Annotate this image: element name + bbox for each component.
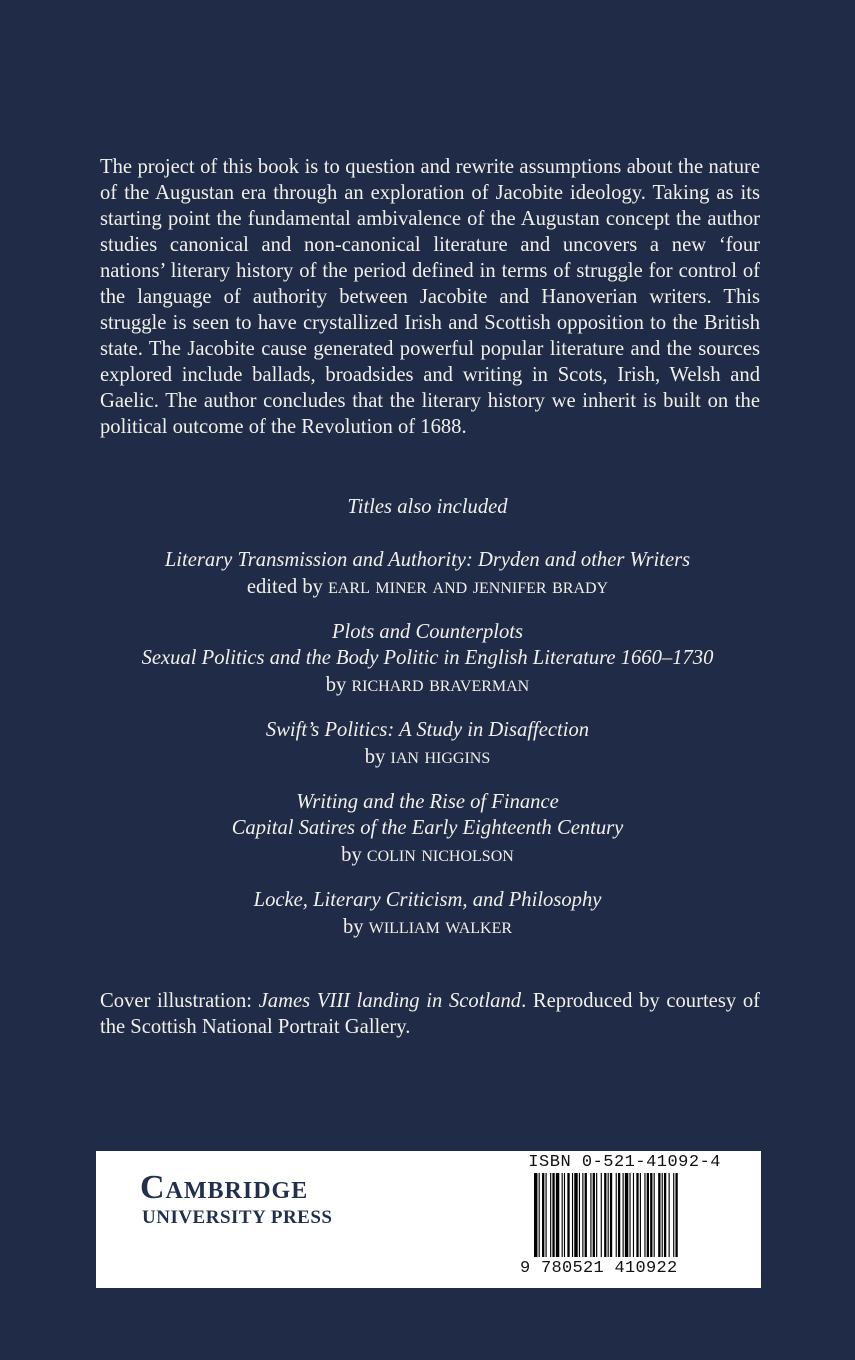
title-credit-line (0, 573, 855, 600)
title-entry (0, 887, 855, 940)
publisher-barcode-panel (96, 1151, 761, 1288)
credit-names: william walker (368, 913, 513, 938)
title-credit-line (0, 841, 855, 868)
title-line: Writing and the Rise of Finance (296, 791, 559, 813)
credit-names: colin nicholson (366, 841, 514, 866)
cover-credit-suffix: . Reproduced by courtesy of the Scottish National Portrait Gallery. (100, 990, 760, 1038)
cover-credit-prefix: Cover illustration: (100, 990, 259, 1012)
title-entry (0, 717, 855, 770)
credit-prefix: edited by (246, 576, 323, 598)
title-credit-line (0, 913, 855, 940)
cover-credit (100, 988, 760, 1040)
title-entry (0, 619, 855, 698)
title-entry (0, 789, 855, 868)
title-line: Capital Satires of the Early Eighteenth Century (231, 817, 624, 839)
title-line: Locke, Literary Criticism, and Philosophy (253, 889, 602, 911)
publisher-subtitle: UNIVERSITY PRESS (142, 1207, 333, 1228)
barcode-icon (534, 1173, 726, 1269)
title-line: Plots and Counterplots (331, 621, 524, 643)
publisher-logo (140, 1169, 333, 1229)
credit-prefix: by (342, 916, 364, 938)
title-line: Literary Transmission and Authority: Dryden and other Writers (164, 549, 691, 571)
credit-prefix: by (364, 746, 386, 768)
credit-names: ian higgins (390, 743, 491, 768)
titles-heading: Titles also included (347, 496, 508, 518)
title-entry (0, 547, 855, 600)
title-line: Sexual Politics and the Body Politic in English Literature 1660–1730 (141, 647, 714, 669)
publisher-name: Cambridge (140, 1169, 309, 1206)
isbn-label: ISBN 0-521-41092-4 (528, 1153, 721, 1172)
cover-artwork-title: James VIII landing in Scotland (258, 990, 522, 1012)
titles-list (0, 547, 855, 959)
ean-digits: 9 780521 410922 (520, 1259, 678, 1278)
title-credit-line (0, 743, 855, 770)
credit-names: richard braverman (351, 671, 530, 696)
credit-prefix: by (325, 674, 347, 696)
credit-names: earl miner and jennifer brady (328, 573, 609, 598)
credit-prefix: by (341, 844, 362, 866)
title-line: Swift’s Politics: A Study in Disaffection (265, 719, 590, 741)
blurb-text: The project of this book is to question and rewrite assumptions about the nature of the Augustan era through an exploration of Jacobite ideology. Taking as its starting point the fundamental ambivalence of the Augustan concept the author studies canonical and non-canonical literature and uncovers a new ‘four nations’ literary history of the period defined in terms of struggle for control of the language of authority between Jacobite and Hanoverian writers. This struggle is seen to have crystallized Irish and Scottish opposition to the British state. The Jacobite cause generated powerful popular literature and the sources explored include ballads, broadsides and writing in Scots, Irish, Welsh and Gaelic. The author concludes that the literary history we inherit is built on the political outcome of the Revolution of 1688. (100, 156, 760, 438)
title-credit-line (0, 671, 855, 698)
